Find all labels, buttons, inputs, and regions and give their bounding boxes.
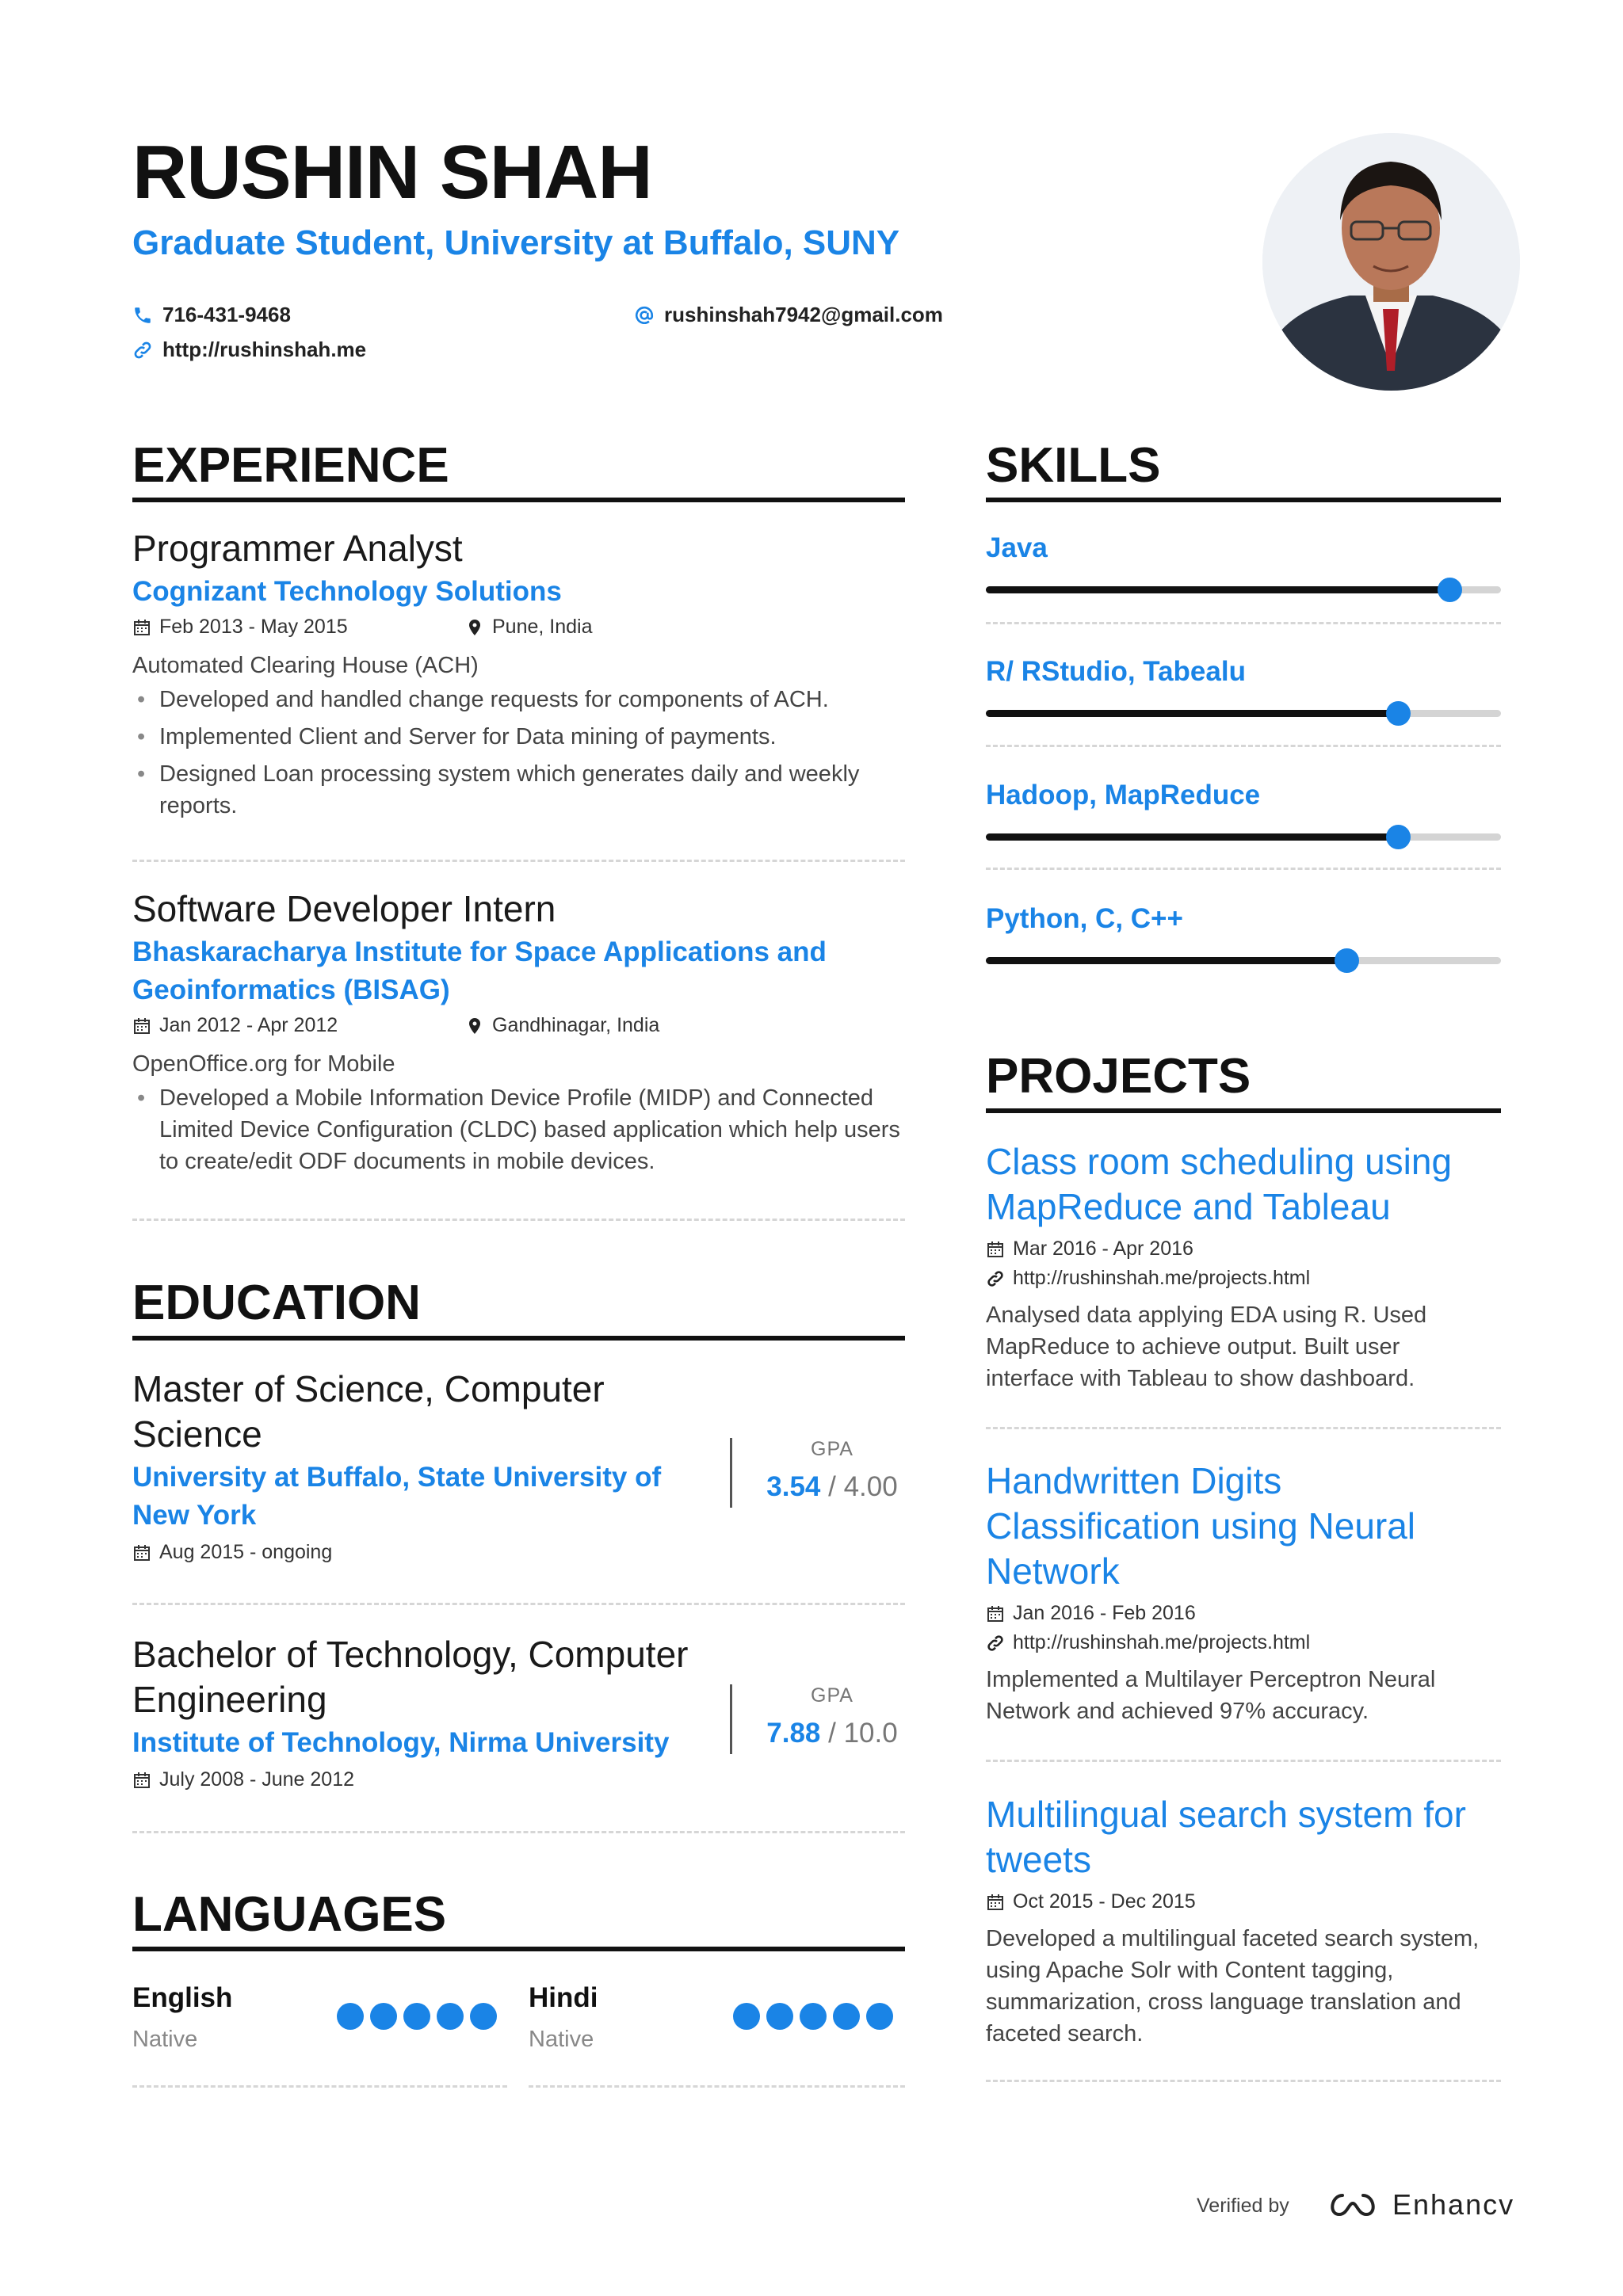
experience-heading: EXPERIENCE xyxy=(132,438,449,493)
email-icon xyxy=(634,305,655,326)
calendar-icon xyxy=(132,1016,151,1035)
rating-dot xyxy=(470,2003,497,2030)
language-rating xyxy=(733,2003,893,2030)
job-bullets xyxy=(132,1082,905,1177)
skill-bar-fill xyxy=(986,586,1449,593)
language-rating xyxy=(337,2003,497,2030)
divider xyxy=(132,2085,507,2088)
divider xyxy=(132,860,905,862)
job-title: Software Developer Intern xyxy=(132,888,556,929)
skill-name: Java xyxy=(986,532,1048,563)
bullet-item: • Developed a Mobile Information Device Profile (MIDP) and Connected Limited Device Configuration (CLDC) based application which help users to create/edit ODF documents in mobile devices. xyxy=(132,1082,905,1177)
project-title: Handwritten Digits Classification using Neural Network xyxy=(986,1460,1416,1592)
gpa-separator xyxy=(730,1684,732,1754)
portrait-image xyxy=(1262,133,1520,391)
calendar-icon xyxy=(986,1604,1005,1623)
gpa-separator xyxy=(730,1438,732,1508)
rating-dot xyxy=(437,2003,464,2030)
website-contact[interactable] xyxy=(132,338,366,362)
job-description: OpenOffice.org for Mobile xyxy=(132,1051,395,1077)
divider xyxy=(132,1219,905,1221)
job-dates: Feb 2013 - May 2015 xyxy=(132,616,465,639)
education-item-2 xyxy=(132,1632,703,1791)
skill-bar xyxy=(986,957,1501,964)
divider xyxy=(986,1760,1501,1762)
project-link[interactable]: http://rushinshah.me/projects.html xyxy=(986,1267,1501,1290)
skill-bar-knob xyxy=(1335,948,1359,973)
divider xyxy=(986,745,1501,747)
experience-item-1 xyxy=(132,527,905,827)
bullet-item: • Implemented Client and Server for Data mining of payments. xyxy=(132,721,905,753)
job-title: Programmer Analyst xyxy=(132,528,463,569)
skill-bar xyxy=(986,833,1501,841)
project-link[interactable]: http://rushinshah.me/projects.html xyxy=(986,1631,1501,1654)
website-text: http://rushinshah.me xyxy=(162,338,367,361)
calendar-icon xyxy=(132,618,151,637)
skills-rule xyxy=(986,498,1501,502)
degree-title: Bachelor of Technology, Computer Engineering xyxy=(132,1634,689,1720)
education-rule xyxy=(132,1336,905,1341)
project-item-2 xyxy=(986,1459,1501,1727)
location-icon xyxy=(465,1016,484,1035)
gpa-label: GPA xyxy=(811,1684,854,1707)
project-item-1 xyxy=(986,1139,1501,1394)
education-heading: EDUCATION xyxy=(132,1276,421,1330)
verified-label: Verified by xyxy=(1197,2195,1289,2217)
phone-contact xyxy=(132,303,291,327)
school-name: University at Buffalo, State University of New York xyxy=(132,1462,662,1531)
skill-bar-fill xyxy=(986,957,1346,964)
enhancv-brand: Enhancv xyxy=(1392,2188,1515,2221)
job-location: Pune, India xyxy=(465,616,593,639)
rating-dot xyxy=(800,2003,827,2030)
skill-bar-fill xyxy=(986,710,1398,717)
experience-rule xyxy=(132,498,905,502)
skill-name: R/ RStudio, Tabealu xyxy=(986,656,1246,687)
project-item-3 xyxy=(986,1792,1501,2050)
divider xyxy=(986,868,1501,870)
job-description: Automated Clearing House (ACH) xyxy=(132,653,479,678)
location-icon xyxy=(465,618,484,637)
rating-dot xyxy=(403,2003,430,2030)
language-level: Native xyxy=(529,2027,594,2052)
email-contact[interactable] xyxy=(634,303,943,327)
calendar-icon xyxy=(986,1240,1005,1259)
language-name: English xyxy=(132,1982,233,2013)
divider xyxy=(132,1831,905,1833)
gpa-value: 3.54 / 4.00 xyxy=(766,1471,898,1502)
link-icon xyxy=(986,1269,1005,1288)
rating-dot xyxy=(866,2003,893,2030)
job-dates: Jan 2012 - Apr 2012 xyxy=(132,1014,465,1037)
skill-name: Hadoop, MapReduce xyxy=(986,780,1261,810)
language-name: Hindi xyxy=(529,1982,598,2013)
skill-name: Python, C, C++ xyxy=(986,903,1183,934)
project-description: Implemented a Multilayer Perceptron Neural Network and achieved 97% accuracy. xyxy=(986,1667,1436,1724)
project-title: Class room scheduling using MapReduce and Tableau xyxy=(986,1141,1453,1227)
skill-bar xyxy=(986,710,1501,717)
skill-bar-fill xyxy=(986,833,1398,841)
calendar-icon xyxy=(986,1893,1005,1912)
profile-photo xyxy=(1262,133,1520,391)
link-icon xyxy=(986,1634,1005,1653)
degree-title: Master of Science, Computer Science xyxy=(132,1368,605,1455)
bullet-item: • Developed and handled change requests for components of ACH. xyxy=(132,684,905,715)
skill-bar-knob xyxy=(1386,825,1411,849)
projects-heading: PROJECTS xyxy=(986,1049,1251,1104)
projects-rule xyxy=(986,1108,1501,1113)
job-bullets xyxy=(132,684,905,822)
email-text: rushinshah7942@gmail.com xyxy=(664,303,943,326)
phone-text: 716-431-9468 xyxy=(162,303,291,326)
project-dates: Oct 2015 - Dec 2015 xyxy=(986,1890,1501,1913)
rating-dot xyxy=(766,2003,793,2030)
skills-heading: SKILLS xyxy=(986,438,1161,493)
education-item-1 xyxy=(132,1367,703,1564)
rating-dot xyxy=(833,2003,860,2030)
divider xyxy=(986,2080,1501,2082)
language-level: Native xyxy=(132,2027,198,2052)
education-dates: Aug 2015 - ongoing xyxy=(132,1541,703,1564)
skill-bar xyxy=(986,586,1501,593)
divider xyxy=(986,622,1501,624)
bullet-item: • Designed Loan processing system which generates daily and weekly reports. xyxy=(132,758,905,822)
divider xyxy=(986,1427,1501,1429)
languages-rule xyxy=(132,1947,905,1951)
gpa-label: GPA xyxy=(811,1438,854,1460)
company-name: Bhaskaracharya Institute for Space Applications and Geoinformatics (BISAG) xyxy=(132,936,827,1005)
skill-bar-knob xyxy=(1438,578,1462,602)
company-name: Cognizant Technology Solutions xyxy=(132,576,562,607)
divider xyxy=(132,1603,905,1605)
project-dates: Jan 2016 - Feb 2016 xyxy=(986,1602,1501,1625)
project-dates: Mar 2016 - Apr 2016 xyxy=(986,1238,1501,1261)
languages-heading: LANGUAGES xyxy=(132,1887,447,1942)
calendar-icon xyxy=(132,1543,151,1562)
job-location: Gandhinagar, India xyxy=(465,1014,659,1037)
project-description: Analysed data applying EDA using R. Used MapReduce to achieve output. Built user interface with Tableau to show dashboard. xyxy=(986,1302,1427,1391)
experience-item-2 xyxy=(132,887,905,1183)
enhancv-logo-icon xyxy=(1325,2191,1381,2219)
education-dates: July 2008 - June 2012 xyxy=(132,1768,703,1791)
phone-icon xyxy=(132,305,153,326)
link-icon xyxy=(132,340,153,360)
divider xyxy=(529,2085,905,2088)
rating-dot xyxy=(370,2003,397,2030)
skill-bar-knob xyxy=(1386,701,1411,726)
resume-subtitle: Graduate Student, University at Buffalo, SUNY xyxy=(132,223,900,262)
calendar-icon xyxy=(132,1771,151,1790)
rating-dot xyxy=(733,2003,760,2030)
project-title: Multilingual search system for tweets xyxy=(986,1794,1466,1880)
school-name: Institute of Technology, Nirma University xyxy=(132,1727,670,1758)
gpa-value: 7.88 / 10.0 xyxy=(766,1718,898,1749)
resume-name: RUSHIN SHAH xyxy=(132,130,652,215)
project-description: Developed a multilingual faceted search system, using Apache Solr with Content tagging, summarization, cross language translation and faceted search. xyxy=(986,1926,1480,2046)
rating-dot xyxy=(337,2003,364,2030)
